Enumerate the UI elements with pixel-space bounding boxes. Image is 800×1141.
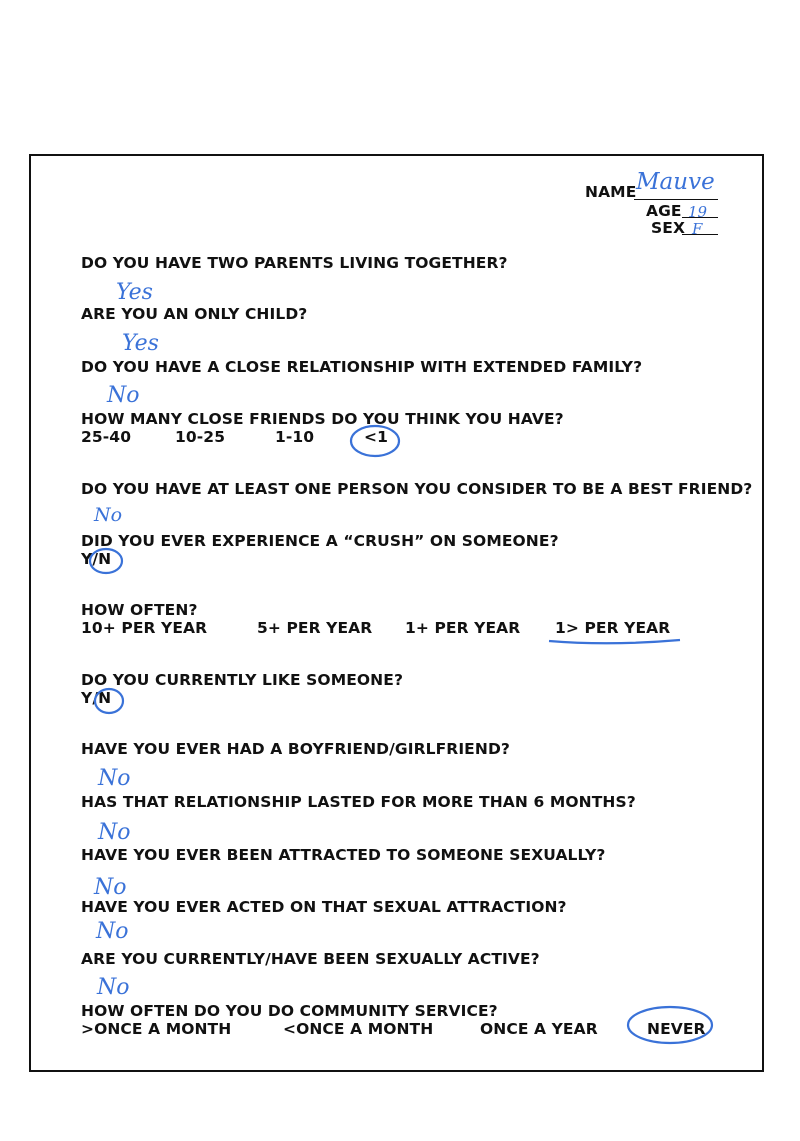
sex-label: SEX [651, 219, 686, 237]
option-less-than-1-per-year: 1> PER YEAR [555, 619, 671, 637]
question-text: HAVE YOU EVER ACTED ON THAT SEXUAL ATTRACTION? [81, 898, 567, 916]
question-text: ARE YOU CURRENTLY/HAVE BEEN SEXUALLY ACTIVE? [81, 950, 540, 968]
question-text: HOW OFTEN? [81, 601, 198, 619]
handwritten-answer: No [98, 766, 131, 791]
yes-no-options: Y/N [81, 550, 112, 568]
option-once-a-year: ONCE A YEAR [480, 1020, 598, 1038]
option-5-plus-per-year: 5+ PER YEAR [257, 619, 373, 637]
handwritten-answer: No [94, 504, 123, 526]
age-label: AGE [646, 202, 682, 220]
handwritten-answer: Yes [122, 331, 159, 356]
handwritten-answer: No [96, 919, 129, 944]
sex-value: F [692, 220, 703, 238]
yes-no-options: Y/N [81, 689, 112, 707]
option-more-than-once-a-month: >ONCE A MONTH [81, 1020, 232, 1038]
question-text: HOW OFTEN DO YOU DO COMMUNITY SERVICE? [81, 1002, 498, 1020]
question-text: HAVE YOU EVER BEEN ATTRACTED TO SOMEONE SEXUALLY? [81, 846, 606, 864]
option-10-plus-per-year: 10+ PER YEAR [81, 619, 208, 637]
handwritten-answer: Yes [116, 280, 153, 305]
option-less-than-once-a-month: <ONCE A MONTH [283, 1020, 434, 1038]
question-text: DO YOU CURRENTLY LIKE SOMEONE? [81, 671, 404, 689]
question-text: DID YOU EVER EXPERIENCE A “CRUSH” ON SOMEONE? [81, 532, 559, 550]
option-25-40: 25-40 [81, 428, 132, 446]
option-never: NEVER [647, 1020, 706, 1038]
option-less-than-1: <1 [364, 428, 388, 446]
option-10-25: 10-25 [175, 428, 226, 446]
age-value: 19 [688, 203, 708, 221]
handwritten-answer: No [98, 820, 131, 845]
question-text: HAVE YOU EVER HAD A BOYFRIEND/GIRLFRIEND? [81, 740, 511, 758]
sex-underline [682, 234, 718, 235]
question-text: DO YOU HAVE AT LEAST ONE PERSON YOU CONSIDER TO BE A BEST FRIEND? [81, 480, 753, 498]
question-text: HAS THAT RELATIONSHIP LASTED FOR MORE THAN 6 MONTHS? [81, 793, 636, 811]
option-1-plus-per-year: 1+ PER YEAR [405, 619, 521, 637]
question-text: HOW MANY CLOSE FRIENDS DO YOU THINK YOU HAVE? [81, 410, 564, 428]
option-1-10: 1-10 [275, 428, 315, 446]
question-text: DO YOU HAVE TWO PARENTS LIVING TOGETHER? [81, 254, 508, 272]
name-value: Mauve [636, 169, 715, 195]
name-label: NAME [585, 183, 637, 201]
handwritten-answer: No [97, 975, 130, 1000]
handwritten-answer: No [107, 383, 140, 408]
question-text: DO YOU HAVE A CLOSE RELATIONSHIP WITH EXTENDED FAMILY? [81, 358, 643, 376]
question-text: ARE YOU AN ONLY CHILD? [81, 305, 308, 323]
handwritten-answer: No [94, 875, 127, 900]
